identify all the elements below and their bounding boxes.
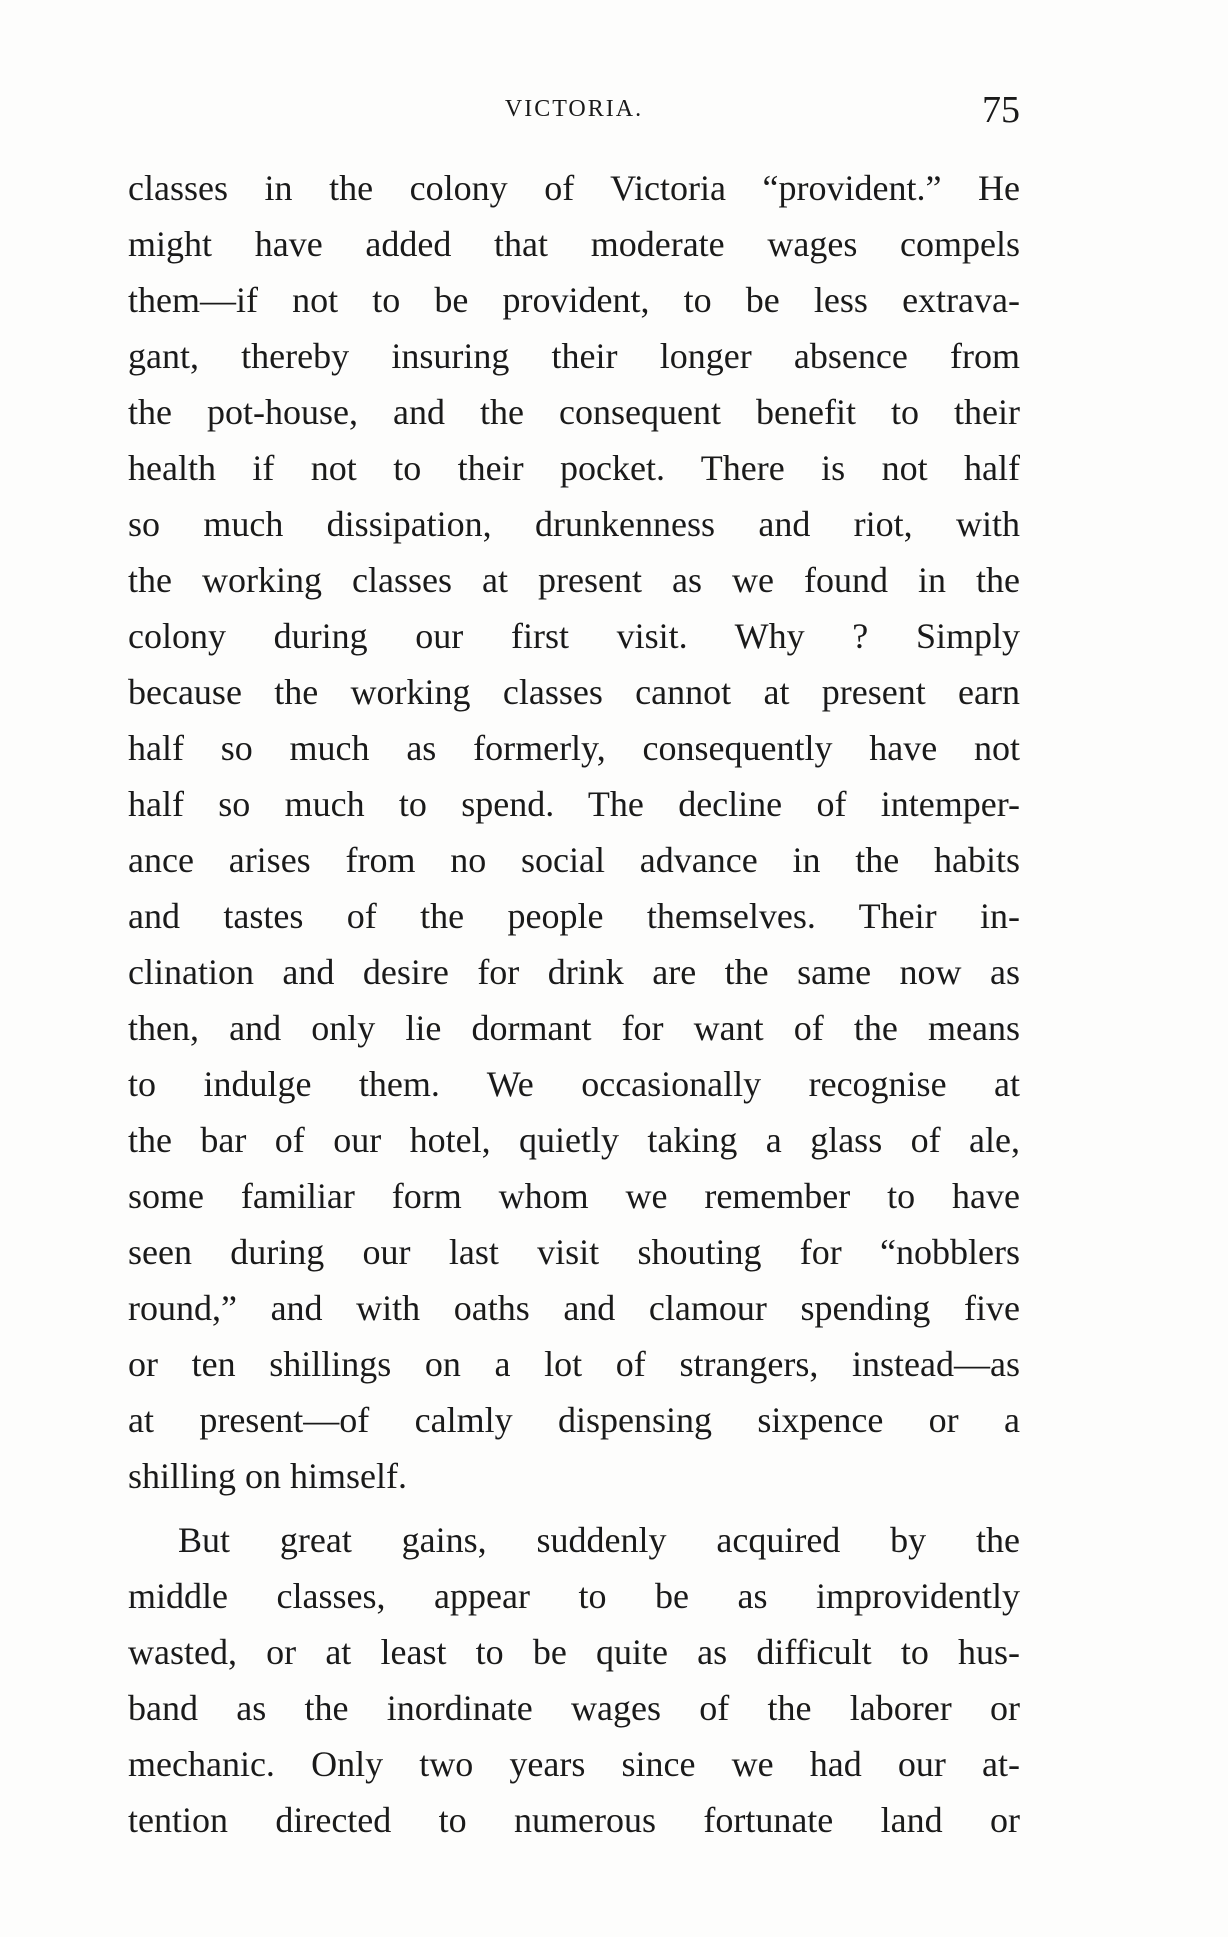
text-line: band as the inordinate wages of the laborer or xyxy=(128,1688,1020,1728)
text-line: wasted, or at least to be quite as difficult to hus- xyxy=(128,1632,1020,1672)
text-line: some familiar form whom we remember to have xyxy=(128,1176,1020,1216)
page-number: 75 xyxy=(982,89,1020,131)
text-line: classes in the colony of Victoria “provident.” He xyxy=(128,168,1020,208)
text-line: might have added that moderate wages compels xyxy=(128,224,1020,264)
text-line: them—if not to be provident, to be less extrava- xyxy=(128,280,1020,320)
paragraph-2 xyxy=(128,1512,1020,1848)
text-line: or ten shillings on a lot of strangers, instead—as xyxy=(128,1344,1020,1384)
text-line: But great gains, suddenly acquired by the xyxy=(178,1520,1020,1560)
text-line: middle classes, appear to be as improvidently xyxy=(128,1576,1020,1616)
text-line: because the working classes cannot at present earn xyxy=(128,672,1020,712)
text-line: the pot-house, and the consequent benefit to their xyxy=(128,392,1020,432)
text-line: and tastes of the people themselves. Their in- xyxy=(128,896,1020,936)
text-line: mechanic. Only two years since we had our at- xyxy=(128,1744,1020,1784)
text-line: the bar of our hotel, quietly taking a glass of ale, xyxy=(128,1120,1020,1160)
text-line: round,” and with oaths and clamour spending five xyxy=(128,1288,1020,1328)
text-line: health if not to their pocket. There is not half xyxy=(128,448,1020,488)
text-line: the working classes at present as we found in the xyxy=(128,560,1020,600)
running-title: VICTORIA. xyxy=(504,96,644,122)
text-line: so much dissipation, drunkenness and riot, with xyxy=(128,504,1020,544)
text-line: clination and desire for drink are the same now as xyxy=(128,952,1020,992)
text-line: shilling on himself. xyxy=(128,1456,407,1496)
text-line: at present—of calmly dispensing sixpence or a xyxy=(128,1400,1020,1440)
text-line: tention directed to numerous fortunate land or xyxy=(128,1800,1020,1840)
text-line: gant, thereby insuring their longer absence from xyxy=(128,336,1020,376)
text-line: seen during our last visit shouting for “nobblers xyxy=(128,1232,1020,1272)
text-line: half so much to spend. The decline of intemper- xyxy=(128,784,1020,824)
text-line: to indulge them. We occasionally recognise at xyxy=(128,1064,1020,1104)
text-line: ance arises from no social advance in the habits xyxy=(128,840,1020,880)
body-text xyxy=(128,160,1020,1848)
text-line: then, and only lie dormant for want of the means xyxy=(128,1008,1020,1048)
text-line: colony during our first visit. Why ? Simply xyxy=(128,616,1020,656)
paragraph-1 xyxy=(128,160,1020,1504)
paragraph-gap xyxy=(128,1504,1020,1512)
text-line: half so much as formerly, consequently have not xyxy=(128,728,1020,768)
running-header xyxy=(128,88,1020,131)
